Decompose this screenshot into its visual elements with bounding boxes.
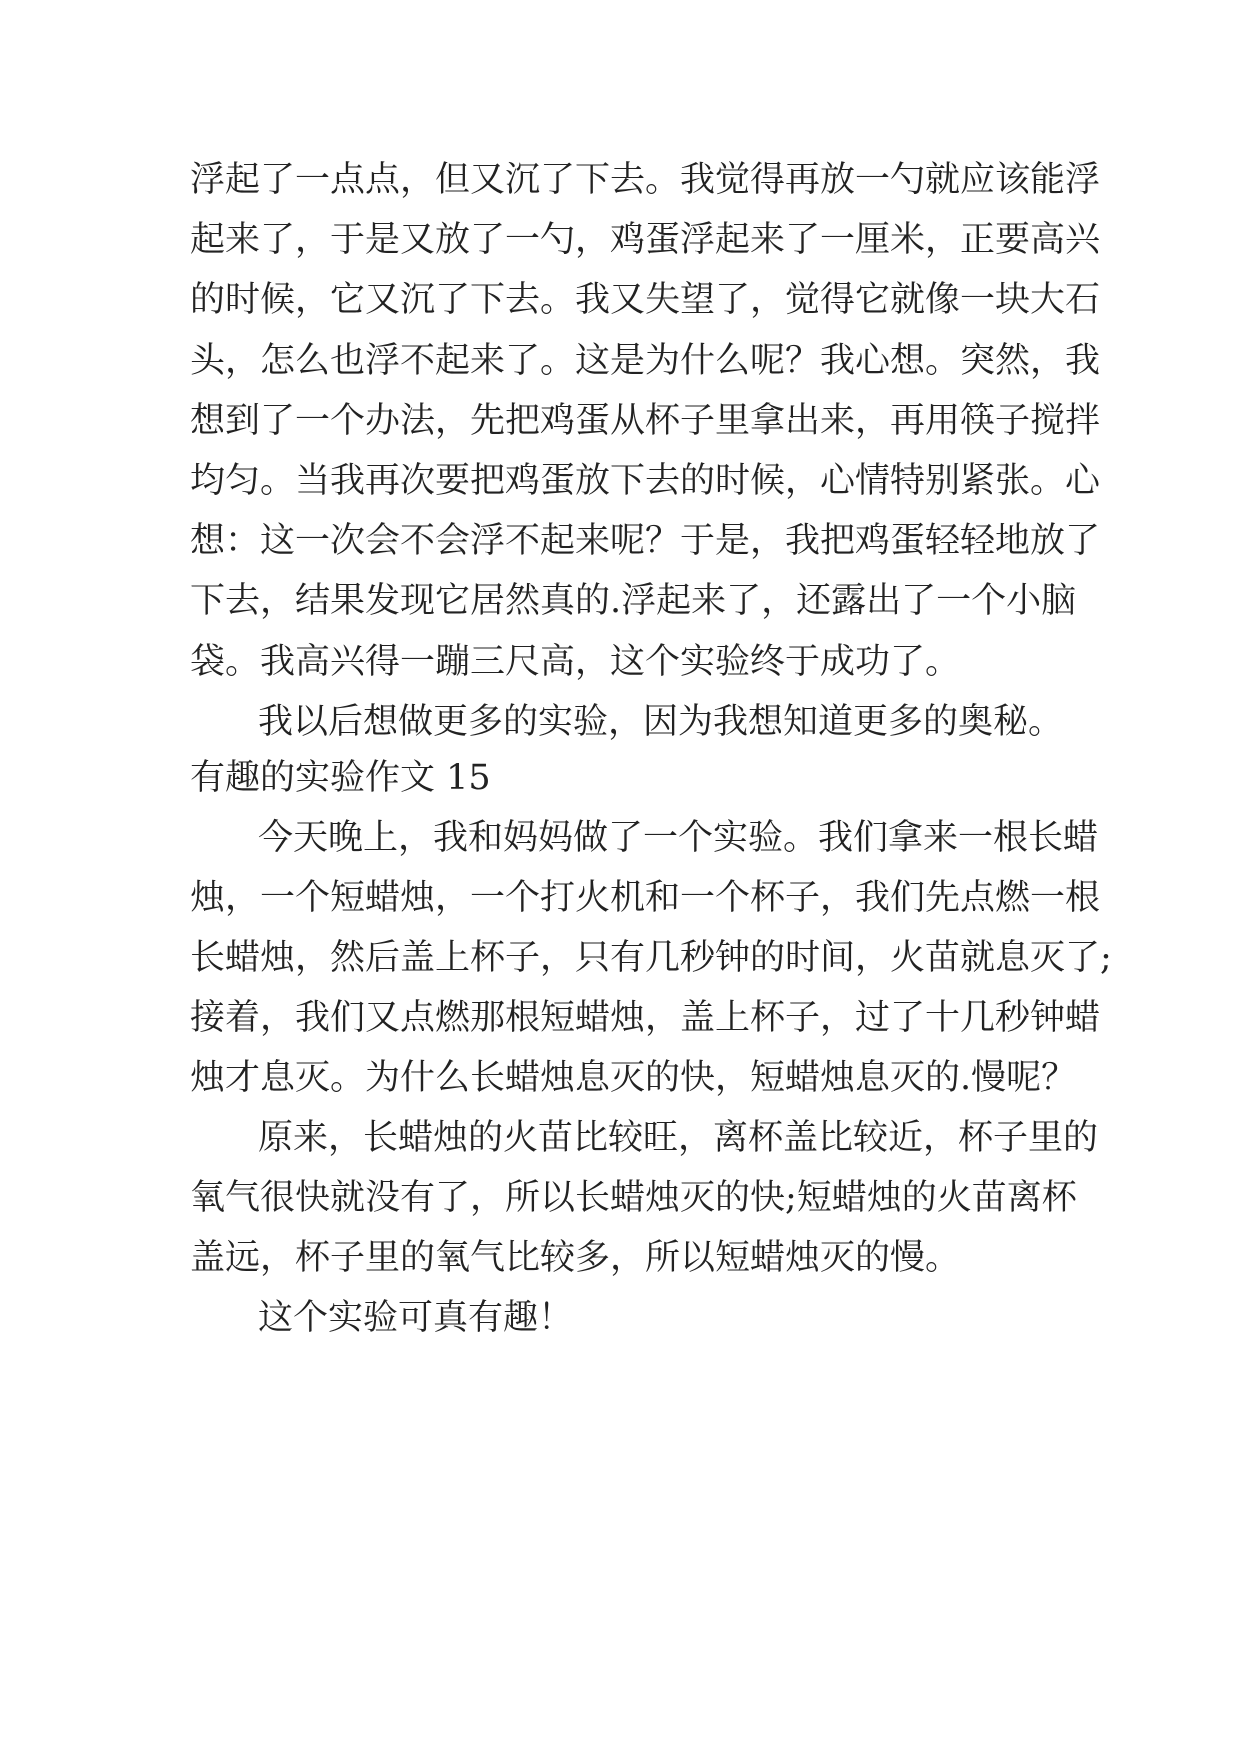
text-line: 烛，一个短蜡烛，一个打火机和一个杯子，我们先点燃一根 xyxy=(190,878,1101,918)
text-line: 这个实验可真有趣！ xyxy=(258,1298,574,1338)
text-line: 接着，我们又点燃那根短蜡烛，盖上杯子，过了十几秒钟蜡 xyxy=(190,998,1101,1038)
text-line: 下去，结果发现它居然真的.浮起来了，还露出了一个小脑 xyxy=(190,581,1077,621)
text-line: 头，怎么也浮不起来了。这是为什么呢？我心想。突然，我 xyxy=(190,341,1101,381)
text-line: 盖远，杯子里的氧气比较多，所以短蜡烛灭的慢。 xyxy=(190,1238,961,1278)
text-line: 烛才息灭。为什么长蜡烛息灭的快，短蜡烛息灭的.慢呢？ xyxy=(190,1058,1077,1098)
text-line: 今天晚上，我和妈妈做了一个实验。我们拿来一根长蜡 xyxy=(258,818,1099,858)
text-line: 想到了一个办法，先把鸡蛋从杯子里拿出来，再用筷子搅拌 xyxy=(190,401,1101,441)
text-line: 原来，长蜡烛的火苗比较旺，离杯盖比较近，杯子里的 xyxy=(258,1118,1099,1158)
text-line: 袋。我高兴得一蹦三尺高，这个实验终于成功了。 xyxy=(190,642,961,682)
section-heading: 有趣的实验作文 15 xyxy=(190,758,491,798)
text-line: 均匀。当我再次要把鸡蛋放下去的时候，心情特别紧张。心 xyxy=(190,461,1101,501)
text-line: 想：这一次会不会浮不起来呢？于是，我把鸡蛋轻轻地放了 xyxy=(190,521,1101,561)
text-line: 长蜡烛，然后盖上杯子，只有几秒钟的时间，火苗就息灭了; xyxy=(190,938,1112,978)
text-line: 我以后想做更多的实验，因为我想知道更多的奥秘。 xyxy=(258,702,1064,742)
text-line: 的时候，它又沉了下去。我又失望了，觉得它就像一块大石 xyxy=(190,280,1101,320)
text-line: 起来了，于是又放了一勺，鸡蛋浮起来了一厘米，正要高兴 xyxy=(190,220,1101,260)
text-line: 氧气很快就没有了，所以长蜡烛灭的快;短蜡烛的火苗离杯 xyxy=(190,1178,1077,1218)
text-line: 浮起了一点点，但又沉了下去。我觉得再放一勺就应该能浮 xyxy=(190,160,1101,200)
